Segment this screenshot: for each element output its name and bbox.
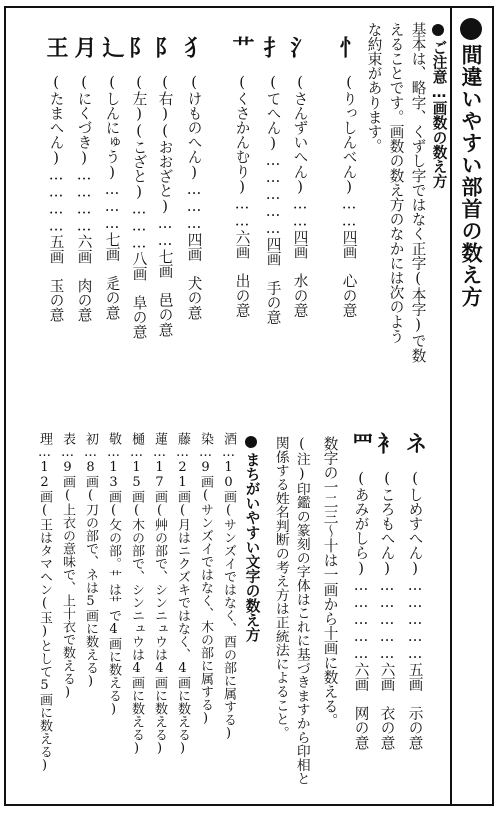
radical-entry: (ころもへん)……………六画 衣の意 (378, 470, 396, 750)
radical-entry: (左)(こざと)………八画 阜の意 (130, 74, 148, 339)
intro-bullet-icon (432, 24, 444, 36)
radical-entry: (りっしんべん)……四画 心の意 (340, 74, 358, 318)
intro-line-3: な約束があります。 (365, 22, 383, 154)
radical-entry: (しんにゅう)………七画 辵の意 (103, 74, 121, 320)
radical-glyph: 月 (71, 36, 97, 58)
radical-glyph: 罒 (348, 432, 374, 454)
mistake-item: 酒…10画(サンズイではなく、酉の部に属する) (221, 432, 236, 741)
radical-glyph: 扌 (260, 36, 286, 58)
radical-entry: (しめすへん)……………五画 示の意 (406, 470, 424, 750)
mistake-item: 敬…13画(攵の部。艹は艹で4画に数える) (106, 432, 121, 717)
mistakes-bullet-icon (245, 436, 257, 448)
mistake-item: 蓮…17画(艸の部で、シンニュウは4画に数える) (152, 432, 167, 756)
mistake-item: 染…9画(サンズイではなく、木の部に属する) (198, 432, 213, 726)
mistake-item: 初…8画(刀の部で、ネは5画に数える) (83, 432, 98, 689)
radical-entry: (にくづき)…………六画 肉の意 (75, 74, 93, 322)
radical-entry: (さんずいへん)……四画 水の意 (291, 74, 309, 318)
page-title: 間違いやすい部首の数え方 (459, 44, 483, 308)
radical-glyph: 艹 (229, 36, 255, 58)
radical-glyph: 阝 (125, 36, 151, 58)
radical-entry: (たまへん)…………五画 玉の意 (47, 74, 65, 322)
intro-line-2: えることです。画数の数え方のなかには次のよう (387, 22, 405, 344)
radical-entry: (右)(おおざと)……七画 邑の意 (156, 74, 174, 337)
radical-entry: (あみがしら)……………六画 网の意 (352, 470, 370, 750)
radical-glyph: 王 (43, 36, 69, 58)
radical-glyph: ネ (402, 432, 428, 454)
mistake-item: 藤…21画(月はニクズキではなく、4画に数える) (175, 432, 190, 756)
radical-entry: (てへん)……………四画 手の意 (264, 74, 282, 325)
radical-entry: (けものへん)………四画 犬の意 (185, 74, 203, 320)
intro-heading: ご注意…画数の数え方 (430, 40, 448, 189)
mistake-item: 表…9画(上衣の意味で、上十衣で数える) (60, 432, 75, 700)
note-line-2: 関係する姓名判断の考え方は正統法によること。 (272, 436, 289, 740)
note-line-1: (注)印鑑の篆刻の字体はこれに基づきますから印相と (293, 436, 310, 786)
radical-entry: (くさかんむり)……六画 出の意 (233, 74, 251, 318)
numerals-rule: 数字の一二三〜十は一画から十画に数える。 (321, 436, 339, 728)
radical-glyph: 忄 (336, 36, 362, 58)
title-bullet-icon (460, 18, 482, 40)
mistake-item: 樋…15画(木の部で、シンニュウは4画に数える) (129, 432, 144, 756)
radical-glyph: 辶 (99, 36, 125, 58)
radical-glyph: 衤 (374, 432, 400, 454)
title-divider (450, 6, 452, 806)
radical-glyph: 犭 (181, 36, 207, 58)
intro-line-1: 基本は、略字、くずし字ではなく正字(本字)で数 (409, 22, 427, 363)
mistakes-heading: まちがいやすい文字の数え方 (243, 452, 261, 642)
radical-glyph: 阝 (151, 36, 177, 58)
radical-glyph: 氵 (287, 36, 313, 58)
mistake-item: 理…12画(王はタマヘン(玉)として5画に数える) (37, 432, 52, 773)
